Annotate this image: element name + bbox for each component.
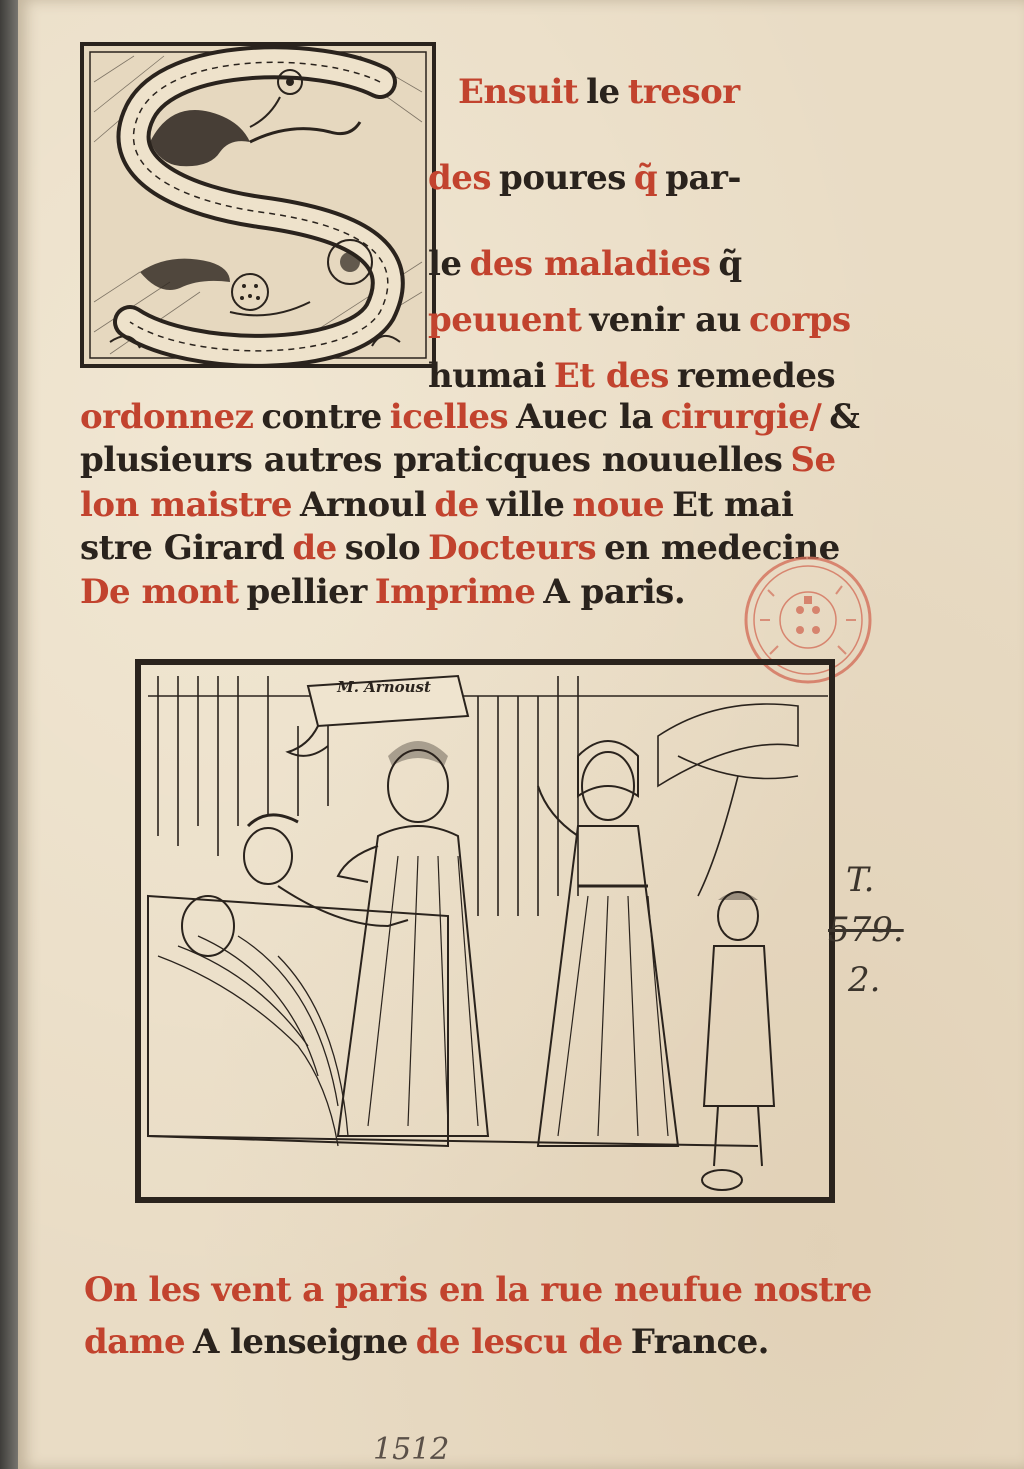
shelfmark-line-3: 2. bbox=[848, 960, 881, 1000]
title-segment: ordonnez bbox=[80, 397, 254, 437]
title-segment: ville bbox=[486, 485, 565, 525]
title-segment: corps bbox=[748, 300, 851, 340]
title-segment: le bbox=[428, 244, 462, 284]
title-segment: en medecine bbox=[604, 528, 840, 568]
shelfmark-line-2: 579. bbox=[828, 910, 904, 950]
title-segment: lon maistre bbox=[80, 485, 292, 525]
title-segment: peuuent bbox=[428, 300, 582, 340]
title-segment: Et mai bbox=[672, 485, 794, 525]
title-segment: A paris. bbox=[543, 572, 686, 612]
woodcut-banner-label: M. Arnoust bbox=[337, 678, 431, 696]
title-segment: & bbox=[829, 397, 860, 437]
title-segment: plusieurs autres praticques nouuelles bbox=[80, 440, 783, 480]
title-segment: stre Girard bbox=[80, 528, 285, 568]
title-segment: de bbox=[292, 528, 337, 568]
title-segment: Et des bbox=[553, 356, 669, 396]
title-line-5 bbox=[428, 356, 843, 396]
title-segment: pellier bbox=[246, 572, 367, 612]
title-segment: humai bbox=[428, 356, 546, 396]
title-segment: Auec la bbox=[516, 397, 653, 437]
title-segment: tresor bbox=[627, 72, 740, 112]
title-line-10 bbox=[80, 572, 693, 612]
title-segment: Imprime bbox=[374, 572, 536, 612]
title-segment: de bbox=[434, 485, 479, 525]
title-line-6 bbox=[80, 397, 867, 437]
woodcut-scene bbox=[118, 656, 838, 1206]
title-text-block bbox=[18, 0, 1024, 640]
title-segment: poures bbox=[499, 158, 626, 198]
title-segment: remedes bbox=[676, 356, 836, 396]
title-line-1 bbox=[458, 72, 748, 112]
title-line-8 bbox=[80, 485, 801, 525]
imprint-line-1 bbox=[84, 1270, 880, 1310]
handwritten-shelfmark bbox=[828, 860, 908, 1010]
title-segment: par- bbox=[665, 158, 742, 198]
title-segment: des bbox=[428, 158, 492, 198]
title-segment: Ensuit bbox=[458, 72, 579, 112]
title-segment: Arnoul bbox=[299, 485, 427, 525]
imprint-segment: dame bbox=[84, 1322, 186, 1362]
title-segment: q̃ bbox=[633, 158, 658, 198]
title-segment: Docteurs bbox=[428, 528, 597, 568]
title-segment: solo bbox=[344, 528, 421, 568]
title-line-3 bbox=[428, 244, 750, 284]
title-segment: cirurgie/ bbox=[660, 397, 822, 437]
title-segment: q̃ bbox=[718, 244, 742, 284]
page-mark: 1512 bbox=[373, 1432, 450, 1467]
title-page bbox=[18, 0, 1024, 1469]
imprint-line-2 bbox=[84, 1322, 777, 1362]
imprint-segment: On les vent a paris en la rue neufue nostre bbox=[84, 1270, 872, 1310]
title-segment: noue bbox=[572, 485, 665, 525]
title-line-9 bbox=[80, 528, 848, 568]
imprint-segment: France. bbox=[630, 1322, 769, 1362]
imprint-segment: A lenseigne bbox=[193, 1322, 408, 1362]
woodcut-illustration bbox=[118, 656, 838, 1206]
title-line-7 bbox=[80, 440, 844, 480]
title-segment: contre bbox=[261, 397, 382, 437]
title-segment: icelles bbox=[389, 397, 509, 437]
title-segment: des maladies bbox=[469, 244, 711, 284]
title-segment: le bbox=[586, 72, 620, 112]
binding-spine bbox=[0, 0, 18, 1469]
shelfmark-line-1: T. bbox=[846, 860, 875, 900]
imprint-text-block bbox=[18, 1270, 1024, 1370]
imprint-segment: de lescu de bbox=[415, 1322, 623, 1362]
title-segment: De mont bbox=[80, 572, 239, 612]
title-line-4 bbox=[428, 300, 859, 340]
title-segment: venir au bbox=[589, 300, 741, 340]
title-line-2 bbox=[428, 158, 749, 198]
title-segment: Se bbox=[790, 440, 836, 480]
